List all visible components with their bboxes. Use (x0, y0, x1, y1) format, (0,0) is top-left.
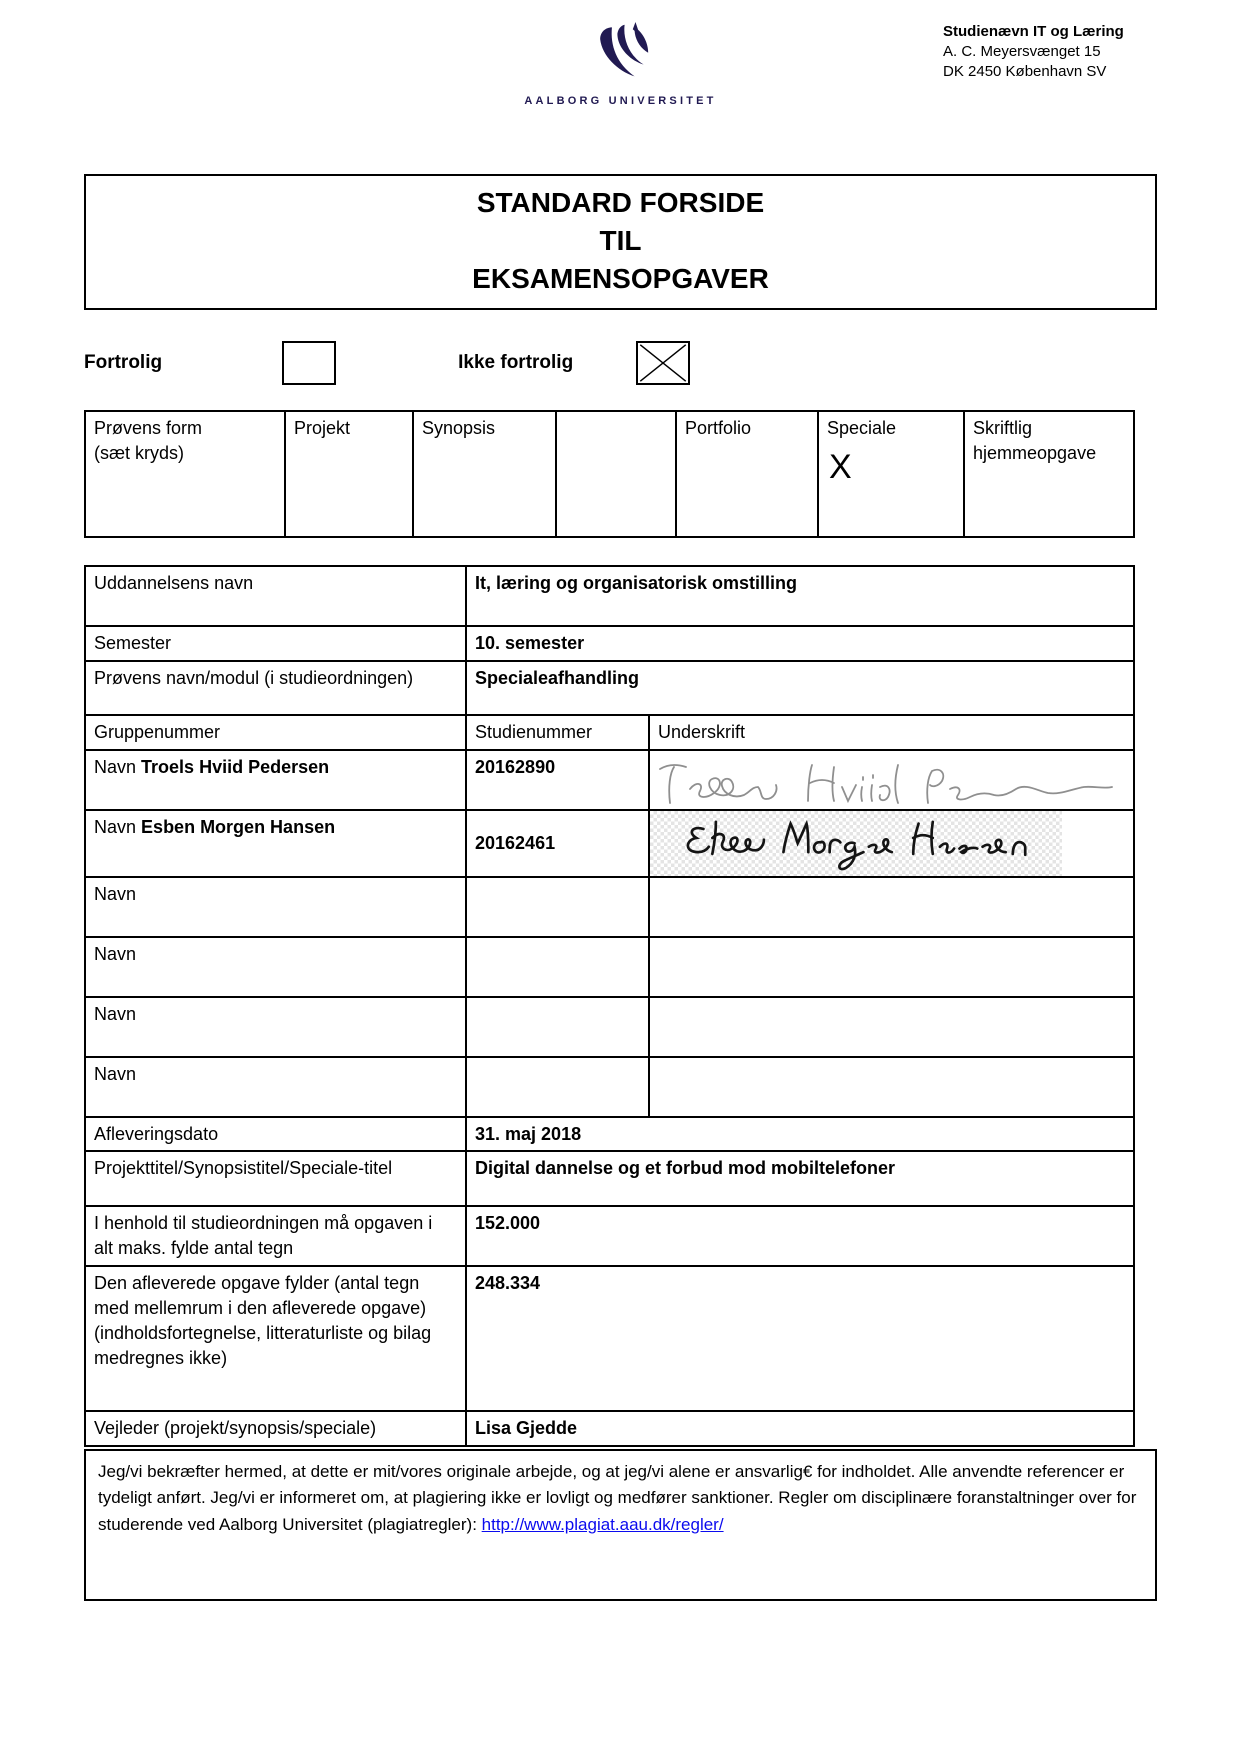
navn-label: Navn (94, 943, 137, 964)
option-label: Projekt (294, 418, 351, 438)
signature-cell (649, 810, 1134, 877)
signature-cell (649, 1057, 1134, 1117)
document-title-line2: TIL (599, 225, 642, 256)
address-line-2: A. C. Meyersvænget 15 (943, 42, 1101, 60)
title-box (84, 174, 1157, 310)
option-label: Portfolio (685, 418, 752, 438)
student-row-troels (85, 750, 1134, 810)
studienummer-label-cell: Studienummer (466, 715, 649, 750)
provens-navn-label: Prøvens navn/modul (i studieordningen) (94, 667, 414, 688)
student-name: Troels Hviid Pedersen (141, 756, 330, 777)
signature-cell (649, 997, 1134, 1057)
option-portfolio-cell (676, 411, 818, 537)
vejleder-label-cell (85, 1411, 466, 1446)
name-cell (85, 1057, 466, 1117)
uddannelse-value-cell: It, læring og organisatorisk omstilling (466, 566, 1134, 626)
aau-logo-icon (592, 22, 650, 89)
page-header (0, 0, 1241, 154)
signature-cell (649, 877, 1134, 937)
document-title-line1: STANDARD FORSIDE (476, 187, 765, 218)
signature-esben-image (654, 813, 1064, 877)
projekttitel-row (85, 1151, 1134, 1206)
student-number-cell (466, 1057, 649, 1117)
signature-cell (649, 937, 1134, 997)
uddannelse-label-cell (85, 566, 466, 626)
document-title-line3: EKSAMENSOPGAVER (472, 263, 769, 294)
speciale-x-mark: X (829, 447, 852, 486)
exam-form-table (84, 410, 1135, 538)
student-number-cell: 20162890 (466, 750, 649, 810)
provens-navn-row (85, 661, 1134, 715)
option-empty-cell (556, 411, 676, 537)
afleveringsdato-row (85, 1117, 1134, 1152)
empty-name-row (85, 937, 1134, 997)
projekttitel-value-cell: Digital dannelse og et forbud mod mobiltelefoner (466, 1151, 1134, 1206)
maks-tegn-label-cell (85, 1206, 466, 1266)
x-mark-icon (638, 343, 688, 383)
projekttitel-label-cell (85, 1151, 466, 1206)
exam-form-row (85, 411, 1134, 537)
provens-form-label-line1: Prøvens form (94, 418, 203, 438)
student-name: Esben Morgen Hansen (141, 816, 336, 837)
plagiat-rules-link[interactable]: http://www.plagiat.aau.dk/regler/ (481, 1514, 724, 1534)
navn-label: Navn (94, 756, 137, 777)
name-cell (85, 877, 466, 937)
option-projekt-cell (285, 411, 413, 537)
student-number-cell (466, 997, 649, 1057)
option-speciale-cell (818, 411, 964, 537)
empty-name-row (85, 877, 1134, 937)
projekttitel-label: Projekttitel/Synopsistitel/Speciale-titel (94, 1158, 393, 1179)
navn-label: Navn (94, 1003, 137, 1024)
fortrolig-label: Fortrolig (84, 352, 163, 373)
aau-logo (521, 22, 721, 107)
empty-name-row (85, 997, 1134, 1057)
option-label: Speciale (827, 418, 897, 438)
signature-troels-image (656, 757, 1118, 809)
afleveringsdato-label-cell (85, 1117, 466, 1152)
gruppenummer-label-cell: Gruppenummer (85, 715, 466, 750)
option-synopsis-cell (413, 411, 556, 537)
vejleder-label: Vejleder (projekt/synopsis/speciale) (94, 1418, 377, 1439)
semester-row (85, 626, 1134, 661)
navn-label: Navn (94, 816, 137, 837)
afleveringsdato-label: Afleveringsdato (94, 1123, 219, 1144)
afleveringsdato-value-cell: 31. maj 2018 (466, 1117, 1134, 1152)
opgave-fylder-label-cell (85, 1266, 466, 1411)
provens-navn-value-cell: Specialeafhandling (466, 661, 1134, 715)
maks-tegn-label: I henhold til studieordningen må opgaven i alt maks. fylde antal tegn (94, 1213, 433, 1259)
provens-navn-label-cell (85, 661, 466, 715)
underskrift-label-cell: Underskrift (649, 715, 1134, 750)
name-cell (85, 997, 466, 1057)
option-label: Synopsis (422, 418, 496, 438)
ikke-fortrolig-checkbox (636, 341, 690, 385)
student-number-cell (466, 937, 649, 997)
fortrolig-checkbox (282, 341, 336, 385)
address-line-3: DK 2450 København SV (943, 62, 1107, 80)
student-number-cell (466, 877, 649, 937)
address-block (943, 22, 1133, 81)
confidential-row (84, 340, 1157, 386)
opgave-fylder-row (85, 1266, 1134, 1411)
address-line-1: Studienævn IT og Læring (943, 23, 1124, 40)
signature-cell (649, 750, 1134, 810)
student-number-cell: 20162461 (466, 810, 649, 877)
semester-label-cell (85, 626, 466, 661)
semester-label: Semester (94, 633, 172, 653)
aau-wordmark: AALBORG UNIVERSITET (524, 95, 717, 107)
vejleder-value-cell: Lisa Gjedde (466, 1411, 1134, 1446)
provens-form-label-line2: (sæt kryds) (94, 442, 184, 463)
declaration-text: Jeg/vi bekræfter hermed, at dette er mit/vores originale arbejde, og at jeg/vi alene er ansvarlig€ for indholdet. Alle anvendte referencer er tydeligt anført. Jeg/vi er informeret om, at plagiering ikke er lovligt og medfører sanktioner. Regler om disciplinære foranstaltninger over for studerende ved Aalborg Universitet (plagiatregler): (98, 1461, 1137, 1534)
name-cell (85, 750, 466, 810)
opgave-fylder-value-cell: 248.334 (466, 1266, 1134, 1411)
uddannelse-row (85, 566, 1134, 626)
opgave-fylder-label: Den afleverede opgave fylder (antal tegn med mellemrum i den afleverede opgave) (indholdsfortegnelse, litteraturliste og bilag medregnes ikke) (94, 1273, 432, 1368)
maks-tegn-value-cell: 152.000 (466, 1206, 1134, 1266)
vejleder-row (85, 1411, 1134, 1446)
uddannelse-label: Uddannelsens navn (94, 573, 254, 593)
semester-value-cell: 10. semester (466, 626, 1134, 661)
provens-form-header-cell (85, 411, 285, 537)
empty-name-row (85, 1057, 1134, 1117)
declaration-box (84, 1449, 1157, 1601)
details-table (84, 565, 1135, 1447)
group-header-row (85, 715, 1134, 750)
navn-label: Navn (94, 883, 137, 904)
option-label: Skriftlig hjemmeopgave (973, 418, 1097, 463)
option-skriftlig-cell (964, 411, 1134, 537)
student-row-esben (85, 810, 1134, 877)
ikke-fortrolig-label: Ikke fortrolig (458, 352, 574, 373)
maks-tegn-row (85, 1206, 1134, 1266)
name-cell (85, 937, 466, 997)
name-cell (85, 810, 466, 877)
navn-label: Navn (94, 1063, 137, 1084)
